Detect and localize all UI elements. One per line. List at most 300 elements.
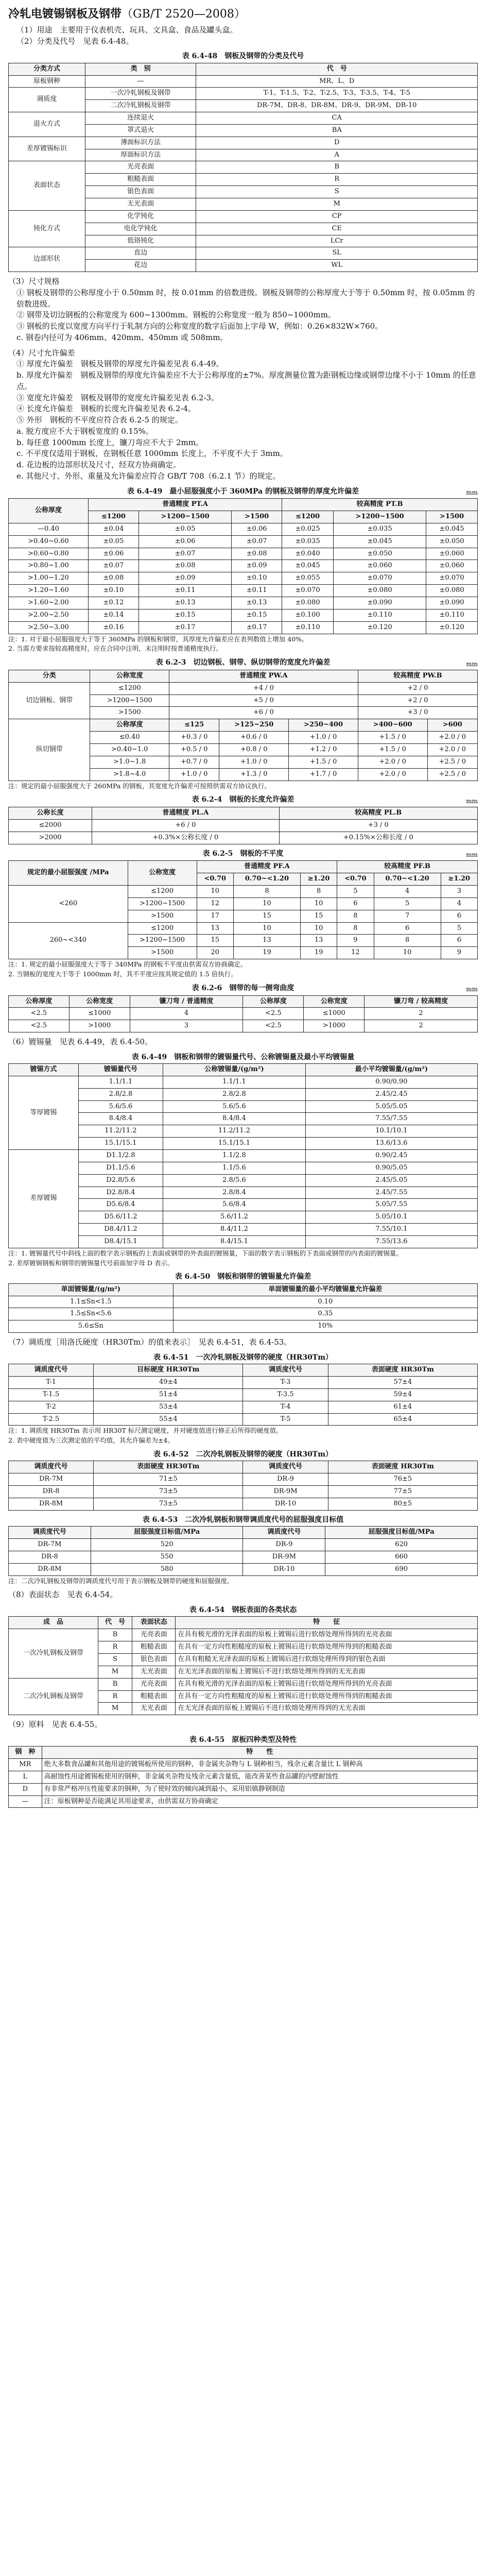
table-cell: 2.8/8.4 bbox=[163, 1187, 305, 1199]
table-cell: +0.7 / 0 bbox=[169, 756, 219, 768]
table-cell: ±0.14 bbox=[88, 609, 138, 621]
table-cell: ±0.055 bbox=[282, 572, 334, 585]
column-header: 分类方式 bbox=[9, 63, 85, 75]
table-cell: LCr bbox=[196, 235, 478, 247]
table-cell: 49±4 bbox=[94, 1377, 243, 1389]
table-cell: 绝大多数食品罐和其他用途的镀锡板所使用的钢种，非金属夹杂物与 L 钢种相当，残余元素含量比 L 钢种高 bbox=[42, 1759, 477, 1771]
table-cell: 2 bbox=[364, 1020, 478, 1032]
table-cell: +0.3 / 0 bbox=[169, 732, 219, 744]
table-cell: 原板钢种 bbox=[9, 75, 85, 88]
table-cell: >1000 bbox=[69, 1020, 130, 1032]
table-cell: 5.05/5.05 bbox=[305, 1100, 477, 1113]
table-caption: 表 6.4-49 最小屈服强度小于 360MPa 的钢板及钢带的厚度允许偏差 bbox=[127, 487, 359, 496]
table-cell: 无光表面 bbox=[85, 198, 196, 210]
table-cell: 公称厚度 bbox=[90, 719, 169, 732]
table-row bbox=[9, 609, 478, 621]
table-cell: 无光表面 bbox=[132, 1666, 176, 1678]
table-cell: 1.5≤Sn<5.6 bbox=[9, 1308, 173, 1320]
table-cell: 8 bbox=[337, 922, 374, 935]
table-cell: 5 bbox=[337, 886, 374, 898]
table-cell: 12 bbox=[197, 897, 233, 910]
table-body bbox=[9, 1759, 478, 1808]
table-cell: +2.5 / 0 bbox=[427, 768, 477, 781]
table-cell: 4 bbox=[130, 1008, 243, 1020]
table-cell: ±0.13 bbox=[138, 597, 231, 609]
table-cell: ±0.050 bbox=[333, 548, 426, 560]
table-cell: 光亮表面 bbox=[85, 161, 196, 174]
column-header: 单面镀锡量/(g/m²) bbox=[9, 1283, 173, 1296]
table-cell: 8.4/11.2 bbox=[163, 1224, 305, 1236]
table-cell: 15 bbox=[197, 935, 233, 947]
table-row bbox=[9, 832, 478, 844]
table-double-reduced-hardness-block bbox=[8, 1449, 478, 1511]
table-cell: 在无光泽表面的原板上镀锡后不进行软熔处理所得到的无光表面 bbox=[176, 1703, 478, 1715]
table-camber-block bbox=[8, 983, 478, 1032]
table-cell: 5.6/8.4 bbox=[163, 1199, 305, 1211]
column-header: 0.70~<1.20 bbox=[233, 873, 300, 886]
single-reduced-hardness-table bbox=[8, 1364, 478, 1426]
column-header: 公称宽度 bbox=[69, 995, 130, 1008]
intro-classification: （2）分类及代号 见表 6.4-48。 bbox=[16, 36, 134, 46]
intro-usage: （1）用途 主要用于仪表机壳、玩具、文具盒、食品及罐头盒。 bbox=[16, 25, 238, 35]
table-cell: 表面状态 bbox=[9, 161, 85, 210]
table-row bbox=[9, 1224, 478, 1236]
column-header: 公称镀锡量/(g/m²) bbox=[163, 1064, 305, 1076]
table-cell: 10 bbox=[233, 897, 300, 910]
table-cell: 8.4/15.1 bbox=[163, 1235, 305, 1248]
table-thickness-block bbox=[8, 486, 478, 654]
table-cell: 10 bbox=[301, 922, 337, 935]
table-cell: 5.6/5.6 bbox=[163, 1100, 305, 1113]
camber-table bbox=[8, 995, 478, 1033]
table-cell: D2.8/8.4 bbox=[78, 1187, 163, 1199]
table-cell: +2 / 0 bbox=[358, 682, 477, 694]
table-cell: +4 / 0 bbox=[169, 682, 358, 694]
table-cell: 纵切钢带 bbox=[9, 719, 90, 781]
table-row bbox=[9, 1149, 478, 1162]
table-cell: ±0.09 bbox=[232, 560, 282, 572]
table-cell: 260~<340 bbox=[9, 922, 128, 959]
width-tolerance-table bbox=[8, 670, 478, 781]
table-cell: +2.0 / 0 bbox=[427, 732, 477, 744]
table-cell: 退火方式 bbox=[9, 112, 85, 137]
table-caption: 表 6.4-54 钢板表面的各类状态 bbox=[189, 1606, 297, 1615]
table-cell: ±0.120 bbox=[333, 621, 426, 634]
table-cell: 11.2/11.2 bbox=[163, 1125, 305, 1138]
table-body bbox=[9, 1473, 478, 1511]
table-cell: ≤1200 bbox=[90, 682, 169, 694]
table-cell: ≤1000 bbox=[69, 1008, 130, 1020]
table-cell: +0.3%×公称长度 / 0 bbox=[92, 832, 279, 844]
table-row bbox=[9, 1020, 478, 1032]
table-cell: 调质度 bbox=[9, 88, 85, 112]
column-header: 调质度代号 bbox=[243, 1461, 328, 1473]
table-cell: 在具有极光滑的光泽表面的原板上镀锡后进行软熔处理所得到的光亮表面 bbox=[176, 1678, 478, 1690]
table-cell: 2 bbox=[364, 1008, 478, 1020]
table-cell: >1.60~2.00 bbox=[9, 597, 89, 609]
table-cell: 77±5 bbox=[328, 1486, 477, 1498]
column-header: 较高精度 PW.B bbox=[358, 670, 477, 682]
table-caption: 表 6.4-49 钢板和钢带的镀锡量代号、公称镀锡量及最小平均镀锡量 bbox=[131, 1053, 355, 1061]
table-unit: mm bbox=[466, 797, 478, 805]
table-row bbox=[9, 1795, 478, 1808]
title-text: 冷轧电镀锡钢板及钢带 bbox=[8, 7, 122, 21]
size-item-2: ② 钢带及切边钢板的公称宽度为 600~1300mm。钢板的公称宽度一般为 850~1000mm。 bbox=[16, 310, 336, 320]
table-cell: >1000 bbox=[304, 1020, 364, 1032]
table-cell: 5 bbox=[374, 897, 441, 910]
table-cell: ±0.120 bbox=[426, 621, 478, 634]
table-surface-block bbox=[8, 1605, 478, 1715]
table-cell: D5.6/11.2 bbox=[78, 1211, 163, 1224]
section-temper: （7）调质度［用洛氏硬度（HR30Tm）的值来表示］ 见表 6.4-51，表 6.4-53。 bbox=[8, 1337, 292, 1347]
table-row bbox=[9, 621, 478, 634]
column-header: 公称宽度 bbox=[304, 995, 364, 1008]
table-row bbox=[9, 1388, 478, 1401]
table-cell: +0.15%×公称长度 / 0 bbox=[279, 832, 477, 844]
table-body bbox=[9, 1296, 478, 1333]
column-header: >1200~1500 bbox=[138, 511, 231, 523]
section-material: （9）原料 见表 6.4-55。 bbox=[8, 1720, 102, 1730]
table-cell: 7.55/10.1 bbox=[305, 1224, 477, 1236]
table-cell: ±0.08 bbox=[88, 572, 138, 585]
tolerance-item-2: b. 厚度允许偏差 钢板及钢带的厚度允许偏差应不大于公称厚度的±7%。厚度测量位置为距钢板边缘或钢带边缘不小于 10mm 的任意点。 bbox=[16, 370, 476, 391]
length-tolerance-table bbox=[8, 807, 478, 844]
tolerance-item-5: ⑤ 外形 钢板的不平度应符合表 6.2-5 的规定。 bbox=[16, 415, 183, 425]
table-cell: ±0.080 bbox=[333, 585, 426, 597]
table-row bbox=[9, 719, 478, 732]
table-cell: 5 bbox=[441, 922, 477, 935]
table-cell: ±0.11 bbox=[138, 585, 231, 597]
table-cell: T-1.5 bbox=[9, 1388, 94, 1401]
table-cell: ±0.17 bbox=[138, 621, 231, 634]
table-cell: >0.40~0.60 bbox=[9, 535, 89, 548]
table-caption: 表 6.4-48 钢板及钢带的分类及代号 bbox=[182, 52, 304, 61]
table-cell: 0.35 bbox=[173, 1308, 477, 1320]
table-cell: 电化学钝化 bbox=[85, 223, 196, 235]
column-header: 镰刀弯 / 普通精度 bbox=[130, 995, 243, 1008]
table-cell: +6 / 0 bbox=[92, 819, 279, 832]
column-header: ≥1.20 bbox=[301, 873, 337, 886]
table-cell: MR、L、D bbox=[196, 75, 478, 88]
table-cell: T-3 bbox=[243, 1377, 328, 1389]
table-row bbox=[9, 1296, 478, 1308]
table-cell: 53±4 bbox=[94, 1401, 243, 1413]
column-header: 公称长度 bbox=[9, 807, 92, 820]
table-cell: 低铬钝化 bbox=[85, 235, 196, 247]
size-item-1: ① 钢板及钢带的公称厚度小于 0.50mm 时，按 0.01mm 的倍数进级。钢板及钢带的公称厚度大于等于 0.50mm 时，按 0.05mm 的倍数进级。 bbox=[16, 287, 475, 309]
table-note: 2. 差厚镀锡钢板和钢带的镀锡量代号前面加字母 D 表示。 bbox=[8, 1259, 174, 1267]
table-row bbox=[9, 1498, 478, 1511]
table-cell: >0.60~0.80 bbox=[9, 548, 89, 560]
table-cell: <2.5 bbox=[9, 1020, 70, 1032]
table-cell: +0.6 / 0 bbox=[219, 732, 289, 744]
size-item-4: c. 钢卷内径可为 406mm、420mm、450mm 或 508mm。 bbox=[16, 332, 228, 342]
table-cell: <260 bbox=[9, 886, 128, 923]
table-cell: ±0.06 bbox=[88, 548, 138, 560]
column-header: 普通精度 PL.A bbox=[92, 807, 279, 820]
table-cell: 光亮表面 bbox=[132, 1678, 176, 1690]
table-cell: +1.5 / 0 bbox=[358, 744, 427, 756]
table-caption: 表 6.4-50 钢板和钢带的镀锡量允许偏差 bbox=[175, 1273, 311, 1281]
table-cell: 1.1/1.1 bbox=[163, 1076, 305, 1088]
table-row bbox=[9, 548, 478, 560]
column-header: 公称厚度 bbox=[9, 499, 89, 523]
table-cell: +1.0 / 0 bbox=[219, 756, 289, 768]
table-cell: ±0.11 bbox=[232, 585, 282, 597]
table-cell: MR bbox=[9, 1759, 42, 1771]
column-header: 表面硬度 HR30Tm bbox=[94, 1461, 243, 1473]
table-cell: 连续退火 bbox=[85, 112, 196, 125]
table-note: 注：二次冷轧钢板及钢带的调质度代号用于表示钢板及钢带的硬度和屈服强度。 bbox=[8, 1577, 234, 1585]
steel-type-table bbox=[8, 1746, 478, 1808]
table-cell: ±0.13 bbox=[232, 597, 282, 609]
table-cell: 差厚镀锡标识 bbox=[9, 137, 85, 161]
column-header: <0.70 bbox=[197, 873, 233, 886]
table-cell: >1500 bbox=[128, 947, 197, 959]
table-cell: ±0.060 bbox=[426, 548, 478, 560]
table-cell: T-2 bbox=[9, 1401, 94, 1413]
table-cell: ≤1000 bbox=[304, 1008, 364, 1020]
table-cell: 在具有极光滑的光泽表面的原板上镀锡后进行软熔处理所得到的光亮表面 bbox=[176, 1629, 478, 1641]
column-header: 表面硬度 HR30Tm bbox=[328, 1461, 477, 1473]
table-cell: ≤125 bbox=[169, 719, 219, 732]
table-cell: DR-10 bbox=[243, 1498, 328, 1511]
table-cell: T-3.5 bbox=[243, 1388, 328, 1401]
table-note: 注：1. 规定的最小屈服强度大于等于 340MPa 的钢板不平度由供需双方协商确定。 bbox=[8, 960, 247, 969]
table-row bbox=[9, 75, 478, 88]
table-cell: ≤2000 bbox=[9, 819, 92, 832]
table-cell: 13 bbox=[301, 935, 337, 947]
table-cell: ±0.15 bbox=[138, 609, 231, 621]
table-cell: <2.5 bbox=[243, 1008, 304, 1020]
table-cell: >1500 bbox=[128, 910, 197, 922]
table-cell: 一次冷轧钢板及钢带 bbox=[85, 88, 196, 100]
table-cell: 59±4 bbox=[328, 1388, 477, 1401]
column-header: 镀锡量代号 bbox=[78, 1064, 163, 1076]
table-body bbox=[9, 1538, 478, 1575]
table-6-4-48-block bbox=[8, 51, 478, 272]
tolerance-item-1: ① 厚度允许偏差 钢板及钢带的厚度允许偏差见表 6.4-49。 bbox=[16, 359, 224, 369]
table-cell: 580 bbox=[91, 1563, 243, 1575]
table-length-block bbox=[8, 794, 478, 844]
table-cell: DR-9 bbox=[243, 1538, 325, 1551]
table-cell: 660 bbox=[325, 1551, 478, 1563]
table-cell: ±0.10 bbox=[88, 585, 138, 597]
table-body bbox=[9, 75, 478, 272]
column-header: 类 别 bbox=[85, 63, 196, 75]
table-cell: 8.4/8.4 bbox=[78, 1113, 163, 1125]
table-cell: >600 bbox=[427, 719, 477, 732]
table-cell: 光亮表面 bbox=[132, 1629, 176, 1641]
coating-tolerance-table bbox=[8, 1283, 478, 1333]
column-header: 普通精度 PW.A bbox=[169, 670, 358, 682]
table-cell: 51±4 bbox=[94, 1388, 243, 1401]
column-header: 调质度代号 bbox=[9, 1364, 94, 1377]
table-cell: 高耐蚀性用途镀锡板使用的钢种，非金属夹杂物及残余元素含量低，能改善某些食品罐的内壁耐蚀性 bbox=[42, 1771, 477, 1783]
table-cell: 13.6/13.6 bbox=[305, 1138, 477, 1150]
column-header: ≥1.20 bbox=[441, 873, 477, 886]
column-header: 公称厚度 bbox=[243, 995, 304, 1008]
table-cell: D1.1/5.6 bbox=[78, 1162, 163, 1174]
table-cell: ±0.035 bbox=[282, 535, 334, 548]
table-cell: >1200~1500 bbox=[128, 935, 197, 947]
table-cell: B bbox=[98, 1678, 132, 1690]
size-item-3: ③ 钢板的长度以宽度方向平行于轧制方向的公称宽度的数字后面加上字母 W，例如：0.26×832W×760。 bbox=[16, 321, 383, 331]
table-cell: 10 bbox=[197, 886, 233, 898]
table-cell: ±0.12 bbox=[88, 597, 138, 609]
column-header: 屈服强度目标值/MPa bbox=[91, 1527, 243, 1539]
table-cell: +2.5 / 0 bbox=[427, 756, 477, 768]
table-row bbox=[9, 247, 478, 260]
table-cell: >2000 bbox=[9, 832, 92, 844]
column-header: 普通精度 PT.A bbox=[88, 499, 282, 511]
table-row bbox=[9, 1199, 478, 1211]
table-cell: ±0.15 bbox=[232, 609, 282, 621]
table-note: 注：1. 对于最小屈服强度大于等于 360MPa 的钢板和钢带，其厚度允许偏差应在表列数值上增加 40%。 bbox=[8, 635, 308, 643]
table-cell: 6 bbox=[374, 922, 441, 935]
table-cell: ±0.110 bbox=[426, 609, 478, 621]
table-cell: BA bbox=[196, 124, 478, 137]
table-cell: >2.00~2.50 bbox=[9, 609, 89, 621]
table-body bbox=[9, 1629, 478, 1715]
flatness-table bbox=[8, 860, 478, 959]
table-cell: 差厚镀锡 bbox=[9, 1149, 79, 1248]
table-cell: >1.20~1.60 bbox=[9, 585, 89, 597]
table-cell: 12 bbox=[337, 947, 374, 959]
table-cell: >1.00~1.20 bbox=[9, 572, 89, 585]
table-row bbox=[9, 161, 478, 174]
table-cell: +2.0 / 0 bbox=[358, 768, 427, 781]
table-cell: 二次冷轧钢板及钢带 bbox=[9, 1678, 98, 1715]
table-row bbox=[9, 1211, 478, 1224]
table-cell: 20 bbox=[197, 947, 233, 959]
table-row bbox=[9, 535, 478, 548]
table-row bbox=[9, 1320, 478, 1333]
table-cell: ±0.09 bbox=[138, 572, 231, 585]
table-cell: D5.6/8.4 bbox=[78, 1199, 163, 1211]
table-cell: 73±5 bbox=[94, 1498, 243, 1511]
column-header: 分类 bbox=[9, 670, 90, 682]
table-cell: ±0.060 bbox=[333, 560, 426, 572]
table-cell: ±0.040 bbox=[282, 548, 334, 560]
table-cell: 银色表面 bbox=[132, 1653, 176, 1666]
column-header: 表面状态 bbox=[132, 1617, 176, 1629]
table-cell: 5.05/7.55 bbox=[305, 1199, 477, 1211]
column-header: >1200~1500 bbox=[333, 511, 426, 523]
table-cell: 在无光泽表面的原板上镀锡后不进行软熔处理所得到的无光表面 bbox=[176, 1666, 478, 1678]
table-cell: ±0.07 bbox=[88, 560, 138, 572]
table-row bbox=[9, 210, 478, 223]
table-cell: +1.3 / 0 bbox=[219, 768, 289, 781]
table-cell: ±0.08 bbox=[232, 548, 282, 560]
table-cell: A bbox=[196, 149, 478, 161]
table-cell: B bbox=[98, 1629, 132, 1641]
table-cell: D2.8/5.6 bbox=[78, 1174, 163, 1187]
table-cell: —0.40 bbox=[9, 523, 89, 535]
section-tolerance: （4）尺寸允许偏差 bbox=[8, 348, 75, 358]
table-cell: 2.45/7.55 bbox=[305, 1187, 477, 1199]
table-body bbox=[9, 886, 478, 959]
table-cell: ±0.06 bbox=[138, 535, 231, 548]
table-row bbox=[9, 1413, 478, 1426]
table-cell: ≤1200 bbox=[128, 886, 197, 898]
table-unit: mm bbox=[466, 660, 478, 668]
thickness-tolerance-table bbox=[8, 498, 478, 634]
table-cell: 在具有一定方向性粗糙度的原板上镀锡后进行软熔处理所得到的粗糙表面 bbox=[176, 1641, 478, 1654]
tolerance-item-6: a. 脱方度应不大于钢板宽度的 0.15%。 bbox=[16, 426, 153, 436]
table-row bbox=[9, 819, 478, 832]
table-cell: >1200~1500 bbox=[90, 694, 169, 707]
table-cell: DR-10 bbox=[243, 1563, 325, 1575]
table-cell: 0.90/0.90 bbox=[305, 1076, 477, 1088]
table-cell: >1500 bbox=[90, 707, 169, 719]
document-title bbox=[8, 6, 478, 23]
table-cell: ≤1200 bbox=[128, 922, 197, 935]
table-cell: 6 bbox=[441, 910, 477, 922]
table-cell: 2.8/2.8 bbox=[78, 1088, 163, 1100]
table-cell: 一次冷轧钢板及钢带 bbox=[9, 1629, 98, 1678]
table-cell: ±0.045 bbox=[426, 523, 478, 535]
table-cell: DR-8M bbox=[9, 1563, 91, 1575]
table-cell: L bbox=[9, 1771, 42, 1783]
table-cell: ±0.050 bbox=[426, 535, 478, 548]
table-cell: 7.55/13.6 bbox=[305, 1235, 477, 1248]
column-header: 普通精度 PF.A bbox=[197, 861, 337, 873]
table-caption: 表 6.2-6 钢带的每一侧弯曲度 bbox=[192, 984, 294, 992]
table-row bbox=[9, 1100, 478, 1113]
tolerance-item-7: b. 每任意 1000mm 长度上，镰刀弯应不大于 2mm。 bbox=[16, 437, 204, 447]
section-tin-coating: （6）镀锡量 见表 6.4-49，表 6.4-50。 bbox=[8, 1037, 153, 1047]
table-cell: DR-7M bbox=[9, 1538, 91, 1551]
table-cell: >0.80~1.00 bbox=[9, 560, 89, 572]
table-cell: 15.1/15.1 bbox=[163, 1138, 305, 1150]
column-header: 特 征 bbox=[176, 1617, 478, 1629]
table-cell: R bbox=[98, 1641, 132, 1654]
table-body bbox=[9, 1076, 478, 1248]
table-cell: 等厚镀锡 bbox=[9, 1076, 79, 1149]
table-cell: WL bbox=[196, 260, 478, 272]
table-cell: T-4 bbox=[243, 1401, 328, 1413]
table-note: 注：1. 镀锡量代号中斜线上面的数字表示钢板的上表面或钢带的外表面的镀锡量，下面的数字表示钢板的下表面或钢带的内表面的镀锡量。 bbox=[8, 1249, 403, 1257]
table-cell: 13 bbox=[233, 935, 300, 947]
table-row bbox=[9, 1678, 478, 1690]
table-note: 注：规定的最小屈服强度大于 260MPa 的钢板，其宽度允许偏差可按照供需双方协议执行。 bbox=[8, 782, 271, 790]
table-cell: 粗糙表面 bbox=[132, 1641, 176, 1654]
table-row bbox=[9, 597, 478, 609]
table-cell: T-1、T-1.5、T-2、T-2.5、T-3、T-3.5、T-4、T-5 bbox=[196, 88, 478, 100]
table-width-block bbox=[8, 657, 478, 790]
column-header: 0.70~<1.20 bbox=[374, 873, 441, 886]
table-cell: D1.1/2.8 bbox=[78, 1149, 163, 1162]
table-cell: 17 bbox=[197, 910, 233, 922]
table-row bbox=[9, 1486, 478, 1498]
table-cell: >250~400 bbox=[289, 719, 358, 732]
table-cell: +3 / 0 bbox=[358, 707, 477, 719]
column-header: 调质度代号 bbox=[9, 1527, 91, 1539]
table-row bbox=[9, 1174, 478, 1187]
table-cell: 边部形状 bbox=[9, 247, 85, 272]
table-cell: ±0.08 bbox=[138, 560, 231, 572]
table-cell: D8.4/11.2 bbox=[78, 1224, 163, 1236]
table-cell: 罩式退火 bbox=[85, 124, 196, 137]
table-caption: 表 6.2-3 切边钢板、钢带、纵切钢带的宽度允许偏差 bbox=[155, 658, 331, 667]
table-unit: mm bbox=[466, 986, 478, 993]
table-cell: ±0.080 bbox=[282, 597, 334, 609]
table-cell: CP bbox=[196, 210, 478, 223]
table-cell: 1.1/1.1 bbox=[78, 1076, 163, 1088]
table-cell: DR-9 bbox=[243, 1473, 328, 1486]
table-cell: +6 / 0 bbox=[169, 707, 358, 719]
